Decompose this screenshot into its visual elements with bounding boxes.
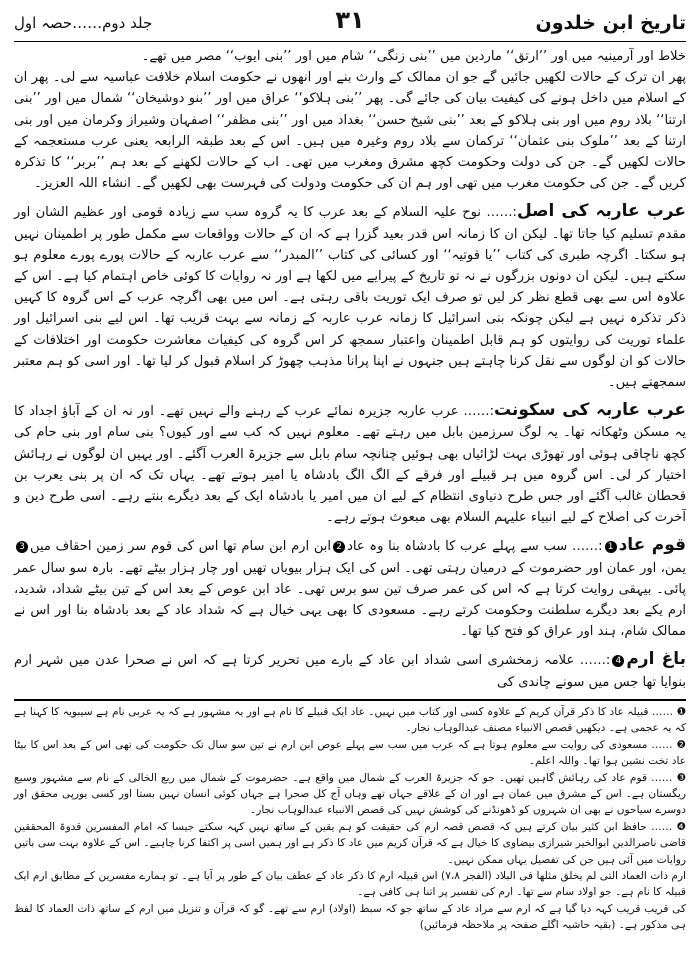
paragraph	[14, 535, 686, 642]
document-page	[14, 6, 686, 968]
main-text	[14, 46, 686, 693]
footnote-marker[interactable]: 2	[333, 541, 345, 553]
footnote-marker[interactable]: 4	[612, 655, 624, 667]
section-heading: قوم عاد	[618, 535, 686, 556]
page-header	[14, 6, 686, 40]
paragraph	[14, 201, 686, 393]
footnote: ارم ذات العماد التی لم یخلق مثلھا فی البلاد (الفجر ۷،۸) اس قبیلہ ارم کا ذکر عاد کے عطف بیان کے طور پر آیا ہے۔ تو ہمارے مفسرین کے مطابق ارم ایک قبیلہ کا نام ہے۔ جو اولاد سام سے تھا۔ ارم کی تفسیر پر اتنا ہی کافی ہے۔	[14, 869, 687, 899]
book-title: تاریخ ابن خلدون	[535, 12, 686, 34]
page-number: ۳۱	[335, 6, 365, 34]
paragraph-text: :…… علامہ زمخشری اسی شداد ابن عاد کے بارے میں تحریر کرتا ہے کہ اس نے صحرا عدن میں شہر ارم بنوایا تھا جس میں سونے چاندی کی	[14, 653, 686, 690]
paragraph	[14, 400, 686, 528]
paragraph-text: :…… نوح علیہ السلام کے بعد عرب کا یہ گروہ سب سے زیادہ قومی اور عظیم الشان اور مقدم تسلیم کیا جاتا تھا۔ لیکن ان کا زمانہ اس قدر بعید گزرا ہے کہ ان کے حالات وواقعات سے مکمل طور پر اطمینان نہیں ہو سکتا۔ اگرچہ طبری کی کتاب ’’یا قوتیہ‘‘ اور کسائی کی کتاب ’’المبدر‘‘ سے عرب عاربہ کے حالات پورے پورے معلوم ہو سکتے ہیں۔ لیکن ان دونوں بزرگوں نے نہ تو تاریخ کے پیرایے میں لکھا ہے اور نہ روایات کا کوئی خاص اہتمام کیا ہے۔ اس کے علاوہ اس سے بھی قطع نظر کر لیں تو صرف ایک توریت باقی رہتی ہے۔ اس میں بھی اگرچہ عرب کے اس گروہ کا کہیں ذکر تذکرہ نہیں ہے لیکن چونکہ بنی اسرائیل کا زمانہ عرب عاربہ کے زمانہ سے بہت قریب تھا۔ اس لیے بنی اسرائیل اور علماء توریت کی روایتوں کو ہم قابل اطمینان واعتبار سمجھ کر اس گروہ کی کیفیات معاشرت حکومت اور اختلافات کے حالات کو ان لوگوں سے نقل کرنا چاہتے ہیں جنہوں نے اپنا پرانا مذہب چھوڑ کر اسلام قبول کر لیا تھا۔ اور اسی کو ہم معتبر سمجھتے ہیں۔	[14, 205, 686, 391]
footnote: کی قریب قریب کہہ دیا گیا ہے کہ ارم سے مراد عاد کے ساتھ جو کہ سبط (اولاد) ارم سے تھے۔ گو کہ قرآن و تنزیل میں ارم کے ساتھ ذات العماد کا لفظ ہی مذکور ہے۔ (بقیہ حاشیہ اگلے صفحہ پر ملاحظہ فرمائیں)	[14, 902, 686, 932]
paragraph: پھر ان ترک کے حالات لکھیں جائیں گے جو ان ممالک کے وارث بنے اور انھوں نے حکومت اسلام خلافت عباسیہ سے لی۔ پھر ان کے اسلام میں داخل ہونے کی کیفیت بیان کی جائے گی۔ پھر ’’بنی ہلاکو‘‘ عراق میں اور ’’بنو دوشیخان‘‘ شمال میں اور ’’بنی ارتنا‘‘ بلاد روم میں اور بنی ہلاکو کے بعد ’’بنی شیخ حسن‘‘ بغداد میں اور ’’بنی مظفر‘‘ اصفہان وشیراز وکرمان میں اور بنی ارتنا کے بعد ’’ملوک بنی عثمان‘‘ ترکمان سے بلاد روم وغیرہ میں ہیں۔ اس کے بعد طبقہ الرابعہ یعنی عرب مستعجمہ کے حالات لکھیں گے۔ جن کی دولت وحکومت کچھ مشرق ومغرب میں تھی۔ اب کے حالات لکھنے کے بعد ہم ’’بربر‘‘ کا تذکرہ کریں گے۔ جن کی حکومت مغرب میں تھی اور ہم ان کی حکومت ودولت کی فہرست بھی لکھیں گے۔ انشاء اللہ العزیز۔	[14, 70, 686, 192]
section-heading: عرب عاربہ کی اصل	[516, 201, 686, 222]
paragraph-text: :…… سب سے پہلے عرب کا بادشاہ بنا وہ عاد	[347, 539, 603, 555]
paragraph-text: یمن، اور عمان اور حضرموت کے درمیان رہتی تھی۔ اس کی ایک ہزار بیویاں تھیں اور چار ہزار بیٹے تھے۔ بارہ سو سال عمر پائی۔ بیہقی روایت کرتا ہے کہ اس کی عمر صرف تین سو برس تھی۔ عاد ابن عوص کے بعد اس کے تین بیٹے شداد، شدید، ارم یکے بعد دیگرے سلطنت وحکومت کرتے رہے۔ مسعودی کا بھی یہی خیال ہے کہ شداد عاد کے بعد بادشاہ بنا اور اس نے ممالک شام، ہند اور عراق کو فتح کیا تھا۔	[14, 560, 686, 640]
footnotes	[14, 704, 686, 934]
section-heading: عرب عاربہ کی سکونت	[493, 400, 686, 421]
header-divider	[14, 41, 686, 42]
footnote-marker[interactable]: 1	[605, 541, 617, 553]
section-heading: باغ ارم	[626, 649, 686, 670]
footnote: ❷ …… مسعودی کی روایت سے معلوم ہوتا ہے کہ عرب میں سب سے پہلے عوص ابن ارم نے تین سو سال تک حکومت کی تھی اس کے بعد اس کا بیٹا عاد تخت نشین ہوا تھا۔ واللہ اعلم۔	[14, 738, 686, 768]
footnote-marker[interactable]: 3	[16, 541, 28, 553]
paragraph-text: ابن ارم ابن سام تھا اس کی قوم سر زمین احقاف میں	[30, 539, 332, 555]
footnote: ❸ …… قوم عاد کی رہائش گاہیں تھیں۔ جو کہ جزیرۃ العرب کے شمال میں واقع ہے۔ حضرموت کے شمال میں ربع الخالی کے نام سے مشہور وسیع ریگستان ہے۔ اس کے مشرق میں عمان ہے اور ان کے علاقے جہاں تھے وہاں آج کل صحرا ہے جہاں کوئی انسان نہیں بستا اور کسی یورپی محقق اور دوسرے سیاحوں نے بھی ان شہروں کو ڈھونڈنے کی کوشش نہیں کی قصص الانبیاء عبدالوہاب نجار۔	[14, 771, 686, 817]
paragraph	[14, 649, 686, 692]
paragraph: خلاط اور آرمینیہ میں اور ’’ارتق‘‘ ماردین میں ’’بنی زنگی‘‘ شام میں اور ’’بنی ایوب‘‘ مصر میں تھے۔	[141, 49, 686, 64]
volume-label: جلد دوم……حصہ اول	[14, 14, 153, 32]
footnote: ❹ …… حافظ ابن کثیر بیان کرتے ہیں کہ قصص قصہ ارم کی حقیقت کو ہم یقین کے ساتھ نہیں کہہ سکتے جیسا کہ امام المفسرین قدوۃ المحققین قاضی ناصرالدین ابوالخیر شیرازی بیضاوی کا خیال ہے کہ قرآن کریم میں عاد کا ذکر ہے اور ہمیں اسی پر اکتفا کرنا چاہیے۔ اس کے علاوہ بہت سی باتیں روایات میں آئی ہیں جن کی تفصیل یہاں ممکن نہیں۔	[14, 820, 686, 866]
footnote-divider	[14, 699, 686, 701]
paragraph-text: :…… عرب عاربہ جزیرہ نمائے عرب کے رہنے والے نہیں تھے۔ اور نہ ان کے آباؤ اجداد کا یہ مسکن وٹھکانہ تھا۔ یہ لوگ سرزمین بابل میں رہتے تھے۔ معلوم نہیں کہ کب سے اور کیوں؟ بنی سام اور بنی حام کی کچھ ناچاقی ہوئی اور تھوڑی بہت لڑائیاں بھی ہوئیں چنانچہ سام بابل سے جزیرۃ العرب آگئے۔ اور یہیں ان لوگوں نے رہائش اختیار کر لی۔ اس گروہ میں ہر قبیلے اور فرقے کے الگ الگ بادشاہ یا امیر ہوتے تھے۔ یہاں تک کہ ان پر بنی یعرب بن قحطان غالب آگئے اور جس طرح دنیاوی انتظام کے لیے ان میں امیر یا بادشاہ ایک کے بعد دیگرے بنتے رہے۔ اسی طرح دین و آخرت کی اصلاح کے لیے انبیاء علیہم السلام بھی مبعوث ہوتے رہے۔	[14, 404, 686, 526]
footnote: ❶ …… قبیلہ عاد کا ذکر قرآن کریم کے علاوہ کسی اور کتاب میں نہیں۔ عاد ایک قبیلے کا نام ہے اور یہ مشہور ہے کہ یہ عربی نام ہے سیبویہ کا کہنا ہے کہ یہ عجمی ہے۔ دیکھیں قصص الانبیاء مصنف عبدالوہاب نجار۔	[14, 705, 686, 735]
